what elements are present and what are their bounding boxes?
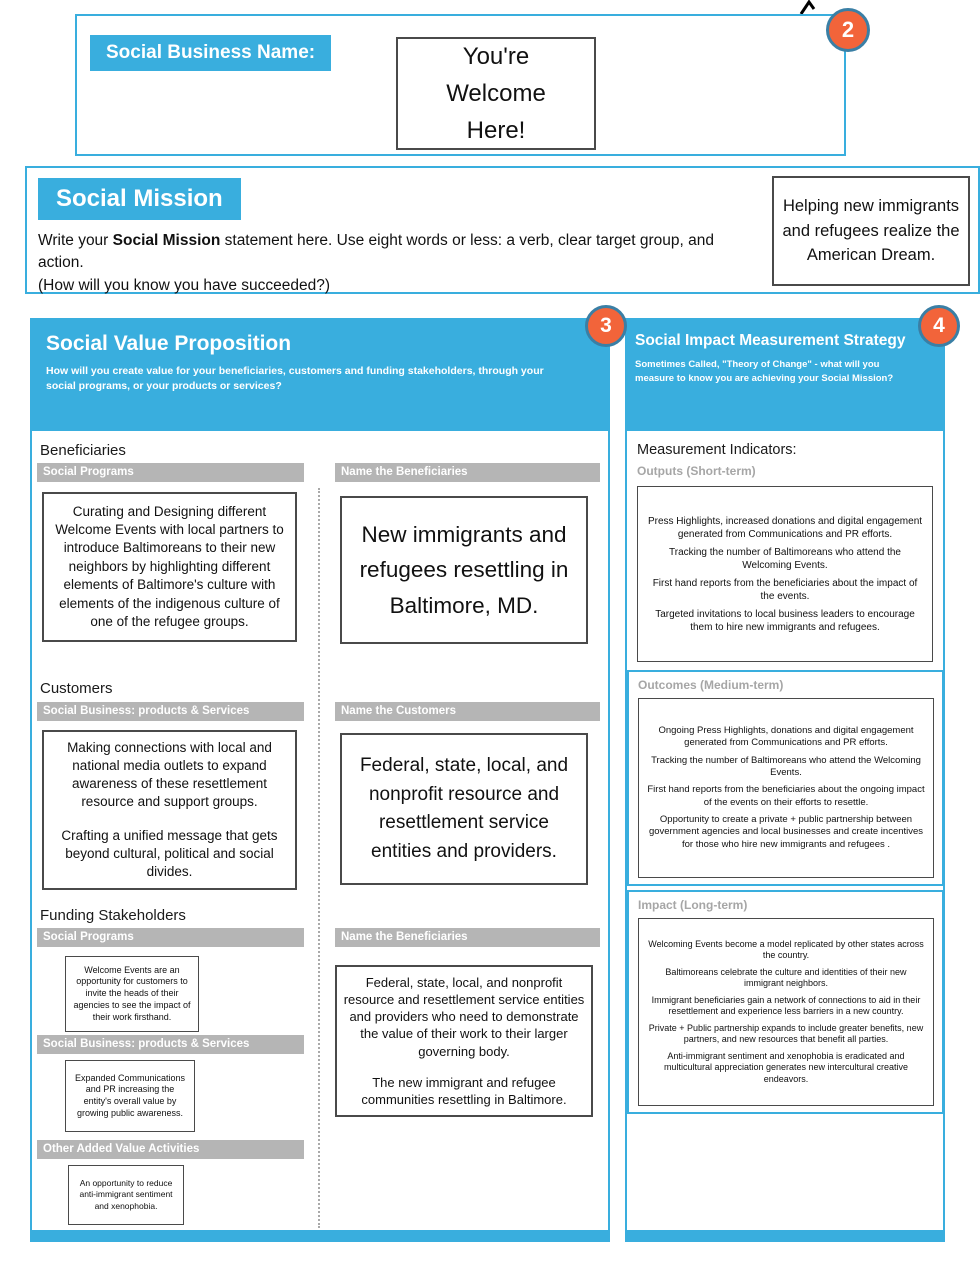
step-badge-4 — [918, 305, 960, 347]
outcomes-box[interactable] — [638, 698, 934, 878]
funding-name-text-2: The new immigrant and refugee communities resettling in Baltimore. — [361, 1074, 567, 1107]
value-proposition-header — [30, 318, 610, 431]
beneficiaries-programs-text: Curating and Designing different Welcome Events with local partners to introduce Baltimoreans to their new neighbors by highlighting different elements of Baltimore's culture with elements of the indigenous culture of one of the refugee groups. — [55, 503, 284, 629]
funding-right-header: Name the Beneficiaries — [335, 928, 600, 947]
social-mission-instructions — [38, 230, 758, 297]
step-badge-3-number: 3 — [600, 314, 612, 337]
value-proposition-subtitle: How will you create value for your beneficiaries, customers and funding stakeholders, through your social programs, or your products or services? — [46, 365, 544, 392]
mission-instr-line2: (How will you know you have succeeded?) — [38, 276, 331, 294]
funding-header-3: Other Added Value Activities — [37, 1140, 304, 1159]
funding-box-1-text: Welcome Events are an opportunity for customers to invite the heads of their agencies to see the impact of their work firsthand. — [73, 964, 191, 1022]
outcomes-item: Opportunity to create a private + public partnership between government agencies and local businesses and create incentives for those who hire new immigrants and refugees . — [648, 814, 924, 850]
value-proposition-panel — [30, 318, 610, 1242]
customers-right-header: Name the Customers — [335, 702, 600, 721]
beneficiaries-left-header: Social Programs — [37, 463, 304, 482]
social-mission-panel — [25, 166, 980, 294]
outputs-item: Press Highlights, increased donations and digital engagement generated from Communications and PR efforts. — [647, 515, 923, 540]
business-name-value-box[interactable] — [396, 37, 596, 150]
impact-header: Impact (Long-term) — [638, 898, 748, 912]
impact-strategy-header — [625, 318, 945, 431]
impact-item: Baltimoreans celebrate the culture and identities of their new immigrant neighbors. — [665, 966, 907, 989]
customers-name-box[interactable] — [340, 733, 588, 885]
outputs-header: Outputs (Short-term) — [637, 464, 756, 478]
outcomes-header: Outcomes (Medium-term) — [638, 678, 784, 692]
step-badge-2 — [826, 8, 870, 52]
customers-name-text: Federal, state, local, and nonprofit resource and resettlement service entities and providers. — [359, 755, 569, 862]
impact-section — [627, 890, 944, 1114]
business-name-panel — [75, 14, 846, 156]
funding-box-1[interactable] — [65, 956, 199, 1032]
step-badge-3 — [585, 305, 627, 347]
column-divider — [318, 488, 320, 1228]
funding-name-box[interactable] — [335, 965, 593, 1117]
social-mission-value-box[interactable] — [772, 176, 970, 286]
outcomes-item: First hand reports from the beneficiaries about the ongoing impact of the events on their efforts to resettle. — [647, 784, 925, 808]
beneficiaries-name-text: New immigrants and refugees resettling in Baltimore, MD. — [359, 521, 569, 618]
outputs-item: First hand reports from the beneficiaries about the impact of the events. — [652, 577, 918, 602]
customers-label: Customers — [40, 680, 113, 697]
measurement-indicators-label: Measurement Indicators: — [637, 442, 797, 458]
impact-strategy-panel — [625, 318, 945, 1242]
outcomes-item: Tracking the number of Baltimoreans who attend the Welcoming Events. — [651, 754, 921, 778]
impact-item: Anti-immigrant sentiment and xenophobia is eradicated and multicultural appreciation generates new intercultural creative endeavors. — [663, 1050, 909, 1084]
step-badge-2-number: 2 — [841, 17, 855, 42]
outcomes-section — [627, 670, 944, 886]
beneficiaries-label: Beneficiaries — [40, 442, 126, 459]
funding-header-1: Social Programs — [37, 928, 304, 947]
outcomes-item: Ongoing Press Highlights, donations and digital engagement generated from Communications and PR efforts. — [658, 724, 914, 749]
impact-item: Welcoming Events become a model replicated by other states across the country. — [648, 938, 924, 961]
beneficiaries-name-box[interactable] — [340, 496, 588, 644]
customers-products-text-2: Crafting a unified message that gets beyond cultural, political and social divides. — [61, 827, 278, 879]
funding-name-text-1: Federal, state, local, and nonprofit resource and resettlement service entities and providers who need to demonstrate the value of their work to their larger governing body. — [343, 974, 585, 1059]
funding-box-2[interactable] — [65, 1060, 195, 1132]
mission-instr-pre: Write your — [38, 232, 113, 249]
customers-left-header: Social Business: products & Services — [37, 702, 304, 721]
impact-item: Private + Public partnership expands to include greater benefits, new partners, and new resources that benefit all parties. — [648, 1022, 924, 1045]
funding-box-3[interactable] — [68, 1165, 184, 1225]
impact-strategy-subtitle: Sometimes Called, "Theory of Change" - what will you measure to know you are achieving your Social Mission? — [635, 359, 894, 384]
mission-instr-post: statement here. Use eight words or less: a verb, clear target group, and action. — [38, 232, 714, 272]
step-badge-4-number: 4 — [933, 314, 945, 337]
impact-item: Immigrant beneficiaries gain a network of connections to aid in their resettlement and experience less barriers in a new country. — [651, 994, 921, 1017]
outputs-item: Targeted invitations to local business leaders to encourage them to hire new immigrants and refugees. — [655, 608, 915, 633]
impact-box[interactable] — [638, 918, 934, 1106]
mission-instr-bold: Social Mission — [112, 232, 221, 249]
funding-header-2: Social Business: products & Services — [37, 1035, 304, 1054]
funding-box-3-text: An opportunity to reduce anti-immigrant sentiment and xenophobia. — [79, 1177, 173, 1211]
stray-cursor-mark-icon — [798, 0, 820, 14]
outputs-box[interactable] — [637, 486, 933, 662]
business-name-label: Social Business Name: — [90, 35, 331, 71]
beneficiaries-right-header: Name the Beneficiaries — [335, 463, 600, 482]
outputs-item: Tracking the number of Baltimoreans who attend the Welcoming Events. — [669, 546, 901, 571]
impact-strategy-title: Social Impact Measurement Strategy — [635, 332, 906, 349]
beneficiaries-programs-box[interactable] — [42, 492, 297, 642]
social-mission-value: Helping new immigrants and refugees realize the American Dream. — [782, 196, 960, 265]
business-name-value: You're Welcome Here! — [446, 42, 546, 145]
customers-products-text-1: Making connections with local and national media outlets to expand awareness of these resettlement resource and support groups. — [67, 740, 272, 810]
funding-box-2-text: Expanded Communications and PR increasing the entity's overall value by growing public awareness. — [74, 1072, 186, 1118]
funding-label: Funding Stakeholders — [40, 907, 186, 924]
value-proposition-title: Social Value Proposition — [46, 332, 292, 355]
customers-products-box[interactable] — [42, 730, 297, 890]
social-mission-title: Social Mission — [38, 178, 241, 220]
